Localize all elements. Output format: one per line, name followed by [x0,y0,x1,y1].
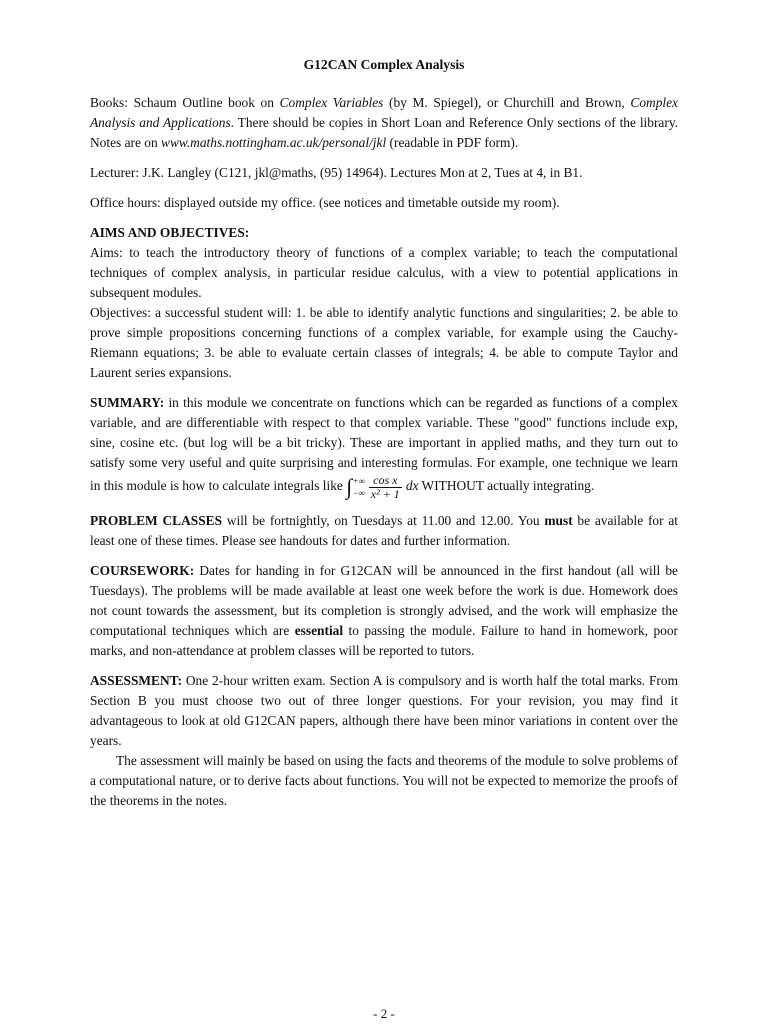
problem-classes-paragraph [90,511,678,551]
books-text: (by M. Spiegel), or Churchill and Brown, [383,95,631,110]
assessment-section [90,671,678,811]
integral-limits [353,475,365,499]
document-title: G12CAN Complex Analysis [303,57,465,72]
books-text: . There should be copies in Short Loan and Reference Only sections of the library. Notes are on [90,115,678,150]
book-title-complex-variables: Complex Variables [279,95,384,110]
aims-section [90,223,678,383]
coursework-text: to passing the module. Failure to hand in homework, poor marks, and non-attendance at problem classes will be reported to tutors. [90,623,678,658]
assessment-paragraph [90,671,678,751]
books-paragraph [90,93,678,153]
summary-paragraph [90,393,678,501]
summary-heading: SUMMARY: [90,395,165,410]
integrand-fraction [369,474,402,501]
aims-heading: AIMS AND OBJECTIVES: [90,225,250,240]
problem-classes-text: will be fortnightly, on Tuesdays at 11.00 and 12.00. You [222,513,545,528]
integral-sign: ∫ [346,474,353,499]
coursework-heading: COURSEWORK: [90,563,195,578]
differential: dx [405,478,419,494]
emphasis-must: must [544,513,573,528]
assessment-heading: ASSESSMENT: [90,673,183,688]
lower-limit: −∞ [353,488,365,498]
problem-classes-heading: PROBLEM CLASSES [90,513,223,528]
assessment-paragraph-2: The assessment will mainly be based on using the facts and theorems of the module to solve problems of a computational nature, or to derive facts about functions. You will not be expected to memorize the proofs of the theorems in the notes. [90,753,678,808]
coursework-paragraph [90,561,678,661]
summary-text: in this module we concentrate on functions which can be regarded as functions of a complex variable, and are differentiable with respect to that complex variable. These "good" functions include exp, sine, cosine etc. (but log will be a bit tricky). These are important in applied maths, and they turn out to satisfy some very useful and quite surprising and interesting formulas. For example, one technique we learn in this module is how to calculate integrals like [90,395,678,494]
denominator: x² + 1 [370,486,400,501]
problem-classes-text: be available for at least one of these times. Please see handouts for dates and further information. [90,513,678,548]
books-text: (readable in PDF form). [386,135,519,150]
book-title-complex-analysis: Complex Analysis and Applications [90,95,678,130]
summary-after: WITHOUT actually integrating. [418,478,595,494]
books-text: Books: Schaum Outline book on [90,95,280,110]
page-body [90,55,678,811]
aims-text: Aims: to teach the introductory theory of functions of a complex variable; to teach the computational techniques of complex analysis, in particular residue calculus, with a view to potential applications in subsequent modules. [90,245,678,300]
notes-url[interactable]: www.maths.nottingham.ac.uk/personal/jkl [161,135,387,150]
upper-limit: +∞ [353,476,365,486]
objectives-text: Objectives: a successful student will: 1. be able to identify analytic functions and singularities; 2. be able to prove simple propositions concerning functions of a complex variable, for example using the Cauchy-Riemann equations; 3. be able to evaluate certain classes of integrals; 4. be able to compute Taylor and Laurent series expansions. [90,305,678,380]
emphasis-essential: essential [294,623,344,638]
assessment-text: One 2-hour written exam. Section A is compulsory and is worth half the total marks. From Section B you must choose two out of three longer questions. For your revision, you may find it advantageous to look at old G12CAN papers, although there have been minor variations in content over the years. [90,673,678,748]
coursework-text: Dates for handing in for G12CAN will be announced in the first handout (all will be Tuesdays). The problems will be made available at least one week before the work is due. Homework does not count towards the assessment, but its completion is strongly advised, and the work will emphasize the computational techniques which are [90,563,678,638]
office-hours-paragraph: Office hours: displayed outside my office. (see notices and timetable outside my room). [90,195,560,210]
integral-formula [346,473,418,501]
page-number: - 2 - [373,1006,395,1021]
numerator: cos x [369,474,402,488]
lecturer-paragraph: Lecturer: J.K. Langley (C121, jkl@maths, (95) 14964). Lectures Mon at 2, Tues at 4, in B1. [90,165,583,180]
